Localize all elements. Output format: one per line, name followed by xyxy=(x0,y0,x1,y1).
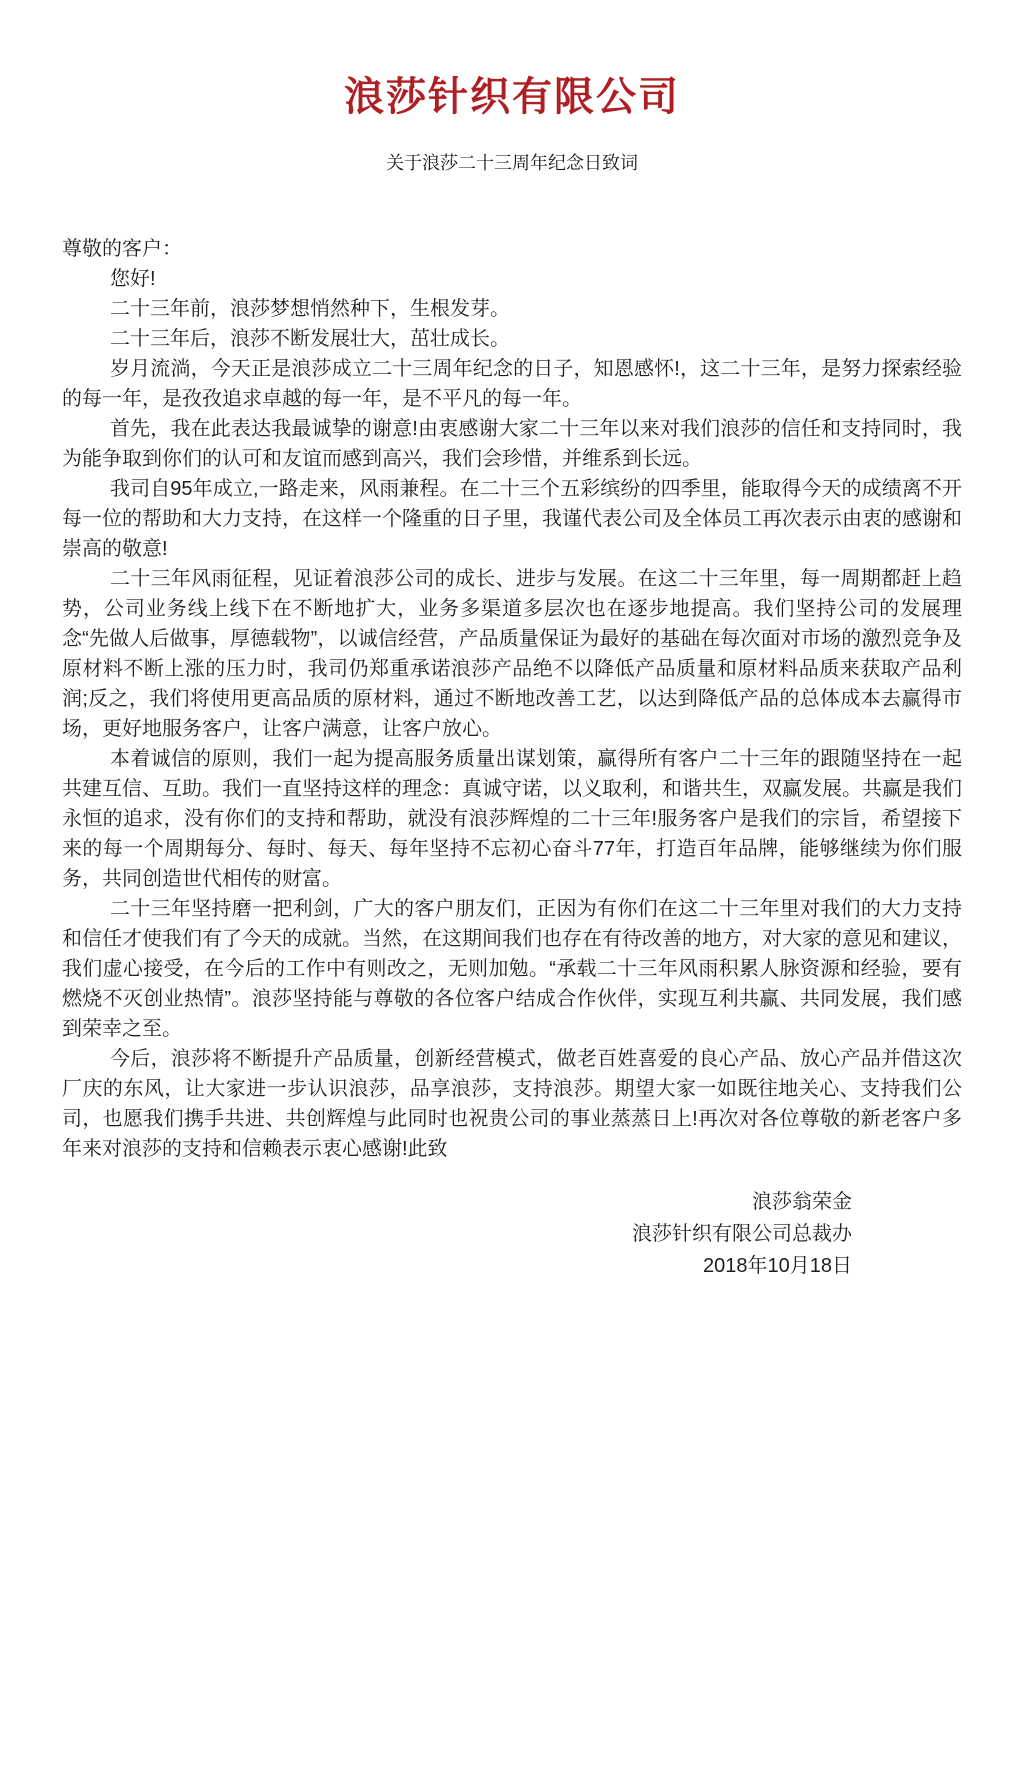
signature-date: 2018年10月18日 xyxy=(703,1255,852,1277)
letter-paragraph: 二十三年后，浪莎不断发展壮大，茁壮成长。 xyxy=(110,328,510,350)
signature-name: 浪莎翁荣金 xyxy=(752,1191,852,1213)
salutation: 尊敬的客户： xyxy=(62,238,182,260)
page-subtitle: 关于浪莎二十三周年纪念日致词 xyxy=(386,153,638,173)
letter-paragraph: 二十三年前，浪莎梦想悄然种下，生根发芽。 xyxy=(110,298,510,320)
letter-paragraph: 今后，浪莎将不断提升产品质量，创新经营模式，做老百姓喜爱的良心产品、放心产品并借这次厂庆的东风，让大家进一步认识浪莎，品享浪莎，支持浪莎。期望大家一如既往地关心、支持我们公司，也愿我们携手共进、共创辉煌与此同时也祝贵公司的事业蒸蒸日上!再次对各位尊敬的新老客户多年来对浪莎的支持和信赖表示衷心感谢!此致 xyxy=(62,1048,962,1160)
signature-block xyxy=(62,1186,962,1282)
letter-paragraph: 本着诚信的原则，我们一起为提高服务质量出谋划策，赢得所有客户二十三年的跟随坚持在一起共建互信、互助。我们一直坚持这样的理念：真诚守诺，以义取利，和谐共生，双赢发展。共赢是我们永恒的追求，没有你们的支持和帮助，就没有浪莎辉煌的二十三年!服务客户是我们的宗旨，希望接下来的每一个周期每分、每时、每天、每年坚持不忘初心奋斗77年，打造百年品牌，能够继续为你们服务，共同创造世代相传的财富。 xyxy=(62,748,962,890)
letter-paragraph: 首先，我在此表达我最诚挚的谢意!由衷感谢大家二十三年以来对我们浪莎的信任和支持同时，我为能争取到你们的认可和友谊而感到高兴，我们会珍惜，并维系到长远。 xyxy=(62,418,962,470)
letter-paragraphs xyxy=(62,264,962,1164)
letter-body xyxy=(62,234,962,1282)
page-title: 浪莎针织有限公司 xyxy=(344,75,680,119)
letter-paragraph: 我司自95年成立,一路走来，风雨兼程。在二十三个五彩缤纷的四季里，能取得今天的成绩离不开每一位的帮助和大力支持，在这样一个隆重的日子里，我谨代表公司及全体员工再次表示由衷的感谢和崇高的敬意! xyxy=(62,478,962,560)
letter-paragraph: 二十三年风雨征程，见证着浪莎公司的成长、进步与发展。在这二十三年里，每一周期都赶上趋势，公司业务线上线下在不断地扩大，业务多渠道多层次也在逐步地提高。我们坚持公司的发展理念“先做人后做事，厚德载物”，以诚信经营，产品质量保证为最好的基础在每次面对市场的激烈竞争及原材料不断上涨的压力时，我司仍郑重承诺浪莎产品绝不以降低产品质量和原材料品质来获取产品利润;反之，我们将使用更高品质的原材料，通过不断地改善工艺，以达到降低产品的总体成本去赢得市场，更好地服务客户，让客户满意，让客户放心。 xyxy=(62,568,962,740)
letter-paragraph: 二十三年坚持磨一把利剑，广大的客户朋友们，正因为有你们在这二十三年里对我们的大力支持和信任才使我们有了今天的成就。当然，在这期间我们也存在有待改善的地方，对大家的意见和建议，我们虚心接受，在今后的工作中有则改之，无则加勉。“承载二十三年风雨积累人脉资源和经验，要有燃烧不灭创业热情”。浪莎坚持能与尊敬的各位客户结成合作伙伴，实现互利共赢、共同发展，我们感到荣幸之至。 xyxy=(62,898,962,1040)
signature-department: 浪莎针织有限公司总裁办 xyxy=(632,1223,852,1245)
letter-paragraph: 岁月流淌，今天正是浪莎成立二十三周年纪念的日子，知恩感怀!，这二十三年，是努力探索经验的每一年，是孜孜追求卓越的每一年，是不平凡的每一年。 xyxy=(62,358,962,410)
letter-paragraph: 您好! xyxy=(110,268,156,290)
